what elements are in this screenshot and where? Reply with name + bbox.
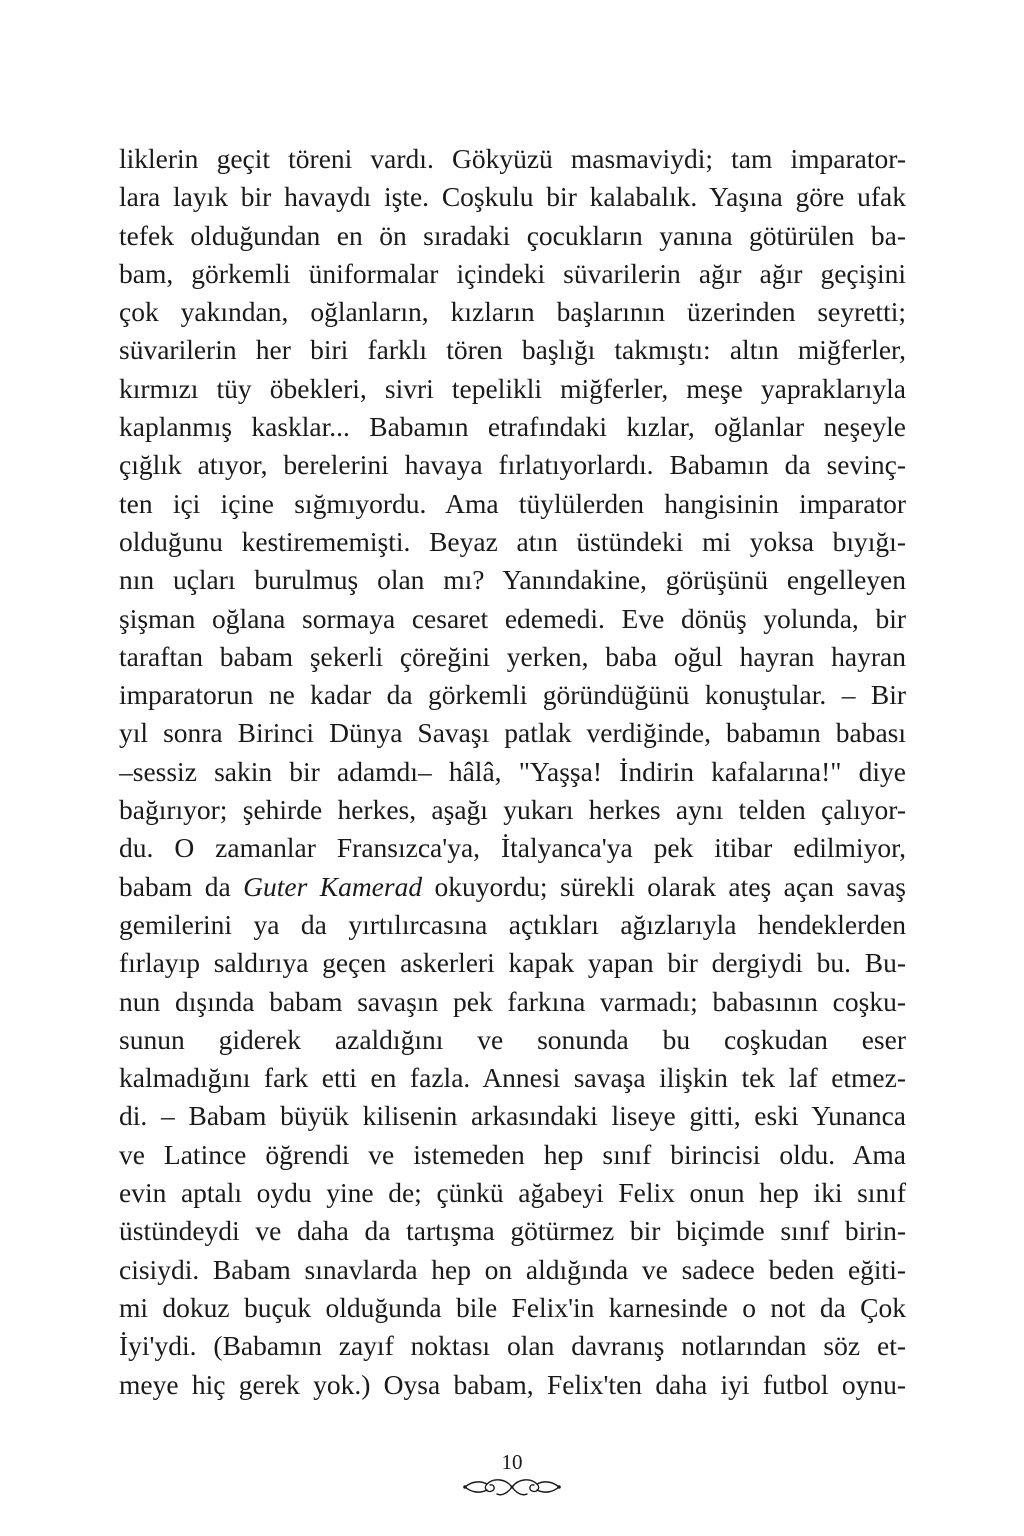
text-line: meye hiç gerek yok.) Oysa babam, Felix'ten daha iyi futbol oynu-: [119, 1368, 906, 1400]
text-line: yıl sonra Birinci Dünya Savaşı patlak verdiğinde, babamın babası: [119, 717, 906, 749]
text-run: okuyordu; sürekli olarak ateş açan savaş: [422, 870, 906, 902]
text-line: üstündeydi ve daha da tartışma götürmez bir biçimde sınıf birin-: [119, 1215, 906, 1247]
text-line: çığlık atıyor, berelerini havaya fırlatıyorlardı. Babamın da sevinç-: [119, 449, 906, 481]
text-line: lara layık bir havaydı işte. Coşkulu bir kalabalık. Yaşına göre ufak: [119, 181, 906, 213]
text-line: imparatorun ne kadar da görkemli göründüğünü konuştular. – Bir: [119, 679, 906, 711]
text-line-with-italic: [119, 868, 906, 906]
page-number: 10: [501, 1450, 523, 1474]
text-line: evin aptalı oydu yine de; çünkü ağabeyi Felix onun hep iki sınıf: [119, 1177, 906, 1209]
text-line: nın uçları burulmuş olan mı? Yanındakine, görüşünü engelleyen: [119, 564, 906, 596]
text-line: şişman oğlana sormaya cesaret edemedi. Eve dönüş yolunda, bir: [119, 602, 906, 634]
text-line: bağırıyor; şehirde herkes, aşağı yukarı herkes aynı telden çalıyor-: [119, 794, 906, 826]
text-line: ve Latince öğrendi ve istemeden hep sınıf birincisi oldu. Ama: [119, 1138, 906, 1170]
text-line: kaplanmış kasklar... Babamın etrafındaki kızlar, oğlanlar neşeyle: [119, 411, 906, 443]
text-line: di. – Babam büyük kilisenin arkasındaki liseye gitti, eski Yunanca: [119, 1100, 906, 1132]
text-line: olduğunu kestirememişti. Beyaz atın üstündeki mi yoksa bıyığı-: [119, 525, 906, 557]
text-line: İyi'ydi. (Babamın zayıf noktası olan davranış notlarından söz et-: [119, 1330, 906, 1362]
text-line: kırmızı tüy öbekleri, sivri tepelikli miğferler, meşe yapraklarıyla: [119, 372, 906, 404]
text-line: liklerin geçit töreni vardı. Gökyüzü masmaviydi; tam imparator-: [119, 143, 906, 174]
text-line: tefek olduğundan en ön sıradaki çocukların yanına götürülen ba-: [119, 219, 906, 251]
text-line: fırlayıp saldırıya geçen askerleri kapak yapan bir dergiydi bu. Bu-: [119, 947, 906, 979]
page-footer: [0, 1450, 1024, 1500]
text-line: bam, görkemli üniformalar içindeki süvarilerin ağır ağır geçişini: [119, 257, 906, 289]
text-line: ten içi içine sığmıyordu. Ama tüylülerden hangisinin imparator: [119, 487, 906, 519]
text-run: babam da: [119, 870, 244, 902]
text-line: kalmadığını fark etti en fazla. Annesi savaşa ilişkin tek laf etmez-: [119, 1062, 906, 1094]
text-line: nun dışında babam savaşın pek farkına varmadı; babasının coşku-: [119, 985, 906, 1017]
text-line: du. O zamanlar Fransızca'ya, İtalyanca'ya pek itibar edilmiyor,: [119, 832, 906, 864]
text-line: gemilerini ya da yırtılırcasına açtıkları ağızlarıyla hendeklerden: [119, 908, 906, 940]
magazine-title: Guter Kamerad: [243, 870, 423, 902]
scroll-flourish-icon: [457, 1474, 567, 1500]
text-line: süvarilerin her biri farklı tören başlığı takmıştı: altın miğferler,: [119, 334, 906, 366]
body-text: [119, 140, 906, 1404]
text-line: cisiydi. Babam sınavlarda hep on aldığında ve sadece beden eğiti-: [119, 1253, 906, 1285]
text-line: mi dokuz buçuk olduğunda bile Felix'in karnesinde o not da Çok: [119, 1291, 906, 1323]
text-line: sunun giderek azaldığını ve sonunda bu coşkudan eser: [119, 1023, 906, 1055]
text-line: taraftan babam şekerli çöreğini yerken, baba oğul hayran hayran: [119, 640, 906, 672]
text-line: çok yakından, oğlanların, kızların başlarının üzerinden seyretti;: [119, 296, 906, 328]
text-line: –sessiz sakin bir adamdı– hâlâ, "Yaşşa! İndirin kafalarına!" diye: [119, 755, 906, 787]
